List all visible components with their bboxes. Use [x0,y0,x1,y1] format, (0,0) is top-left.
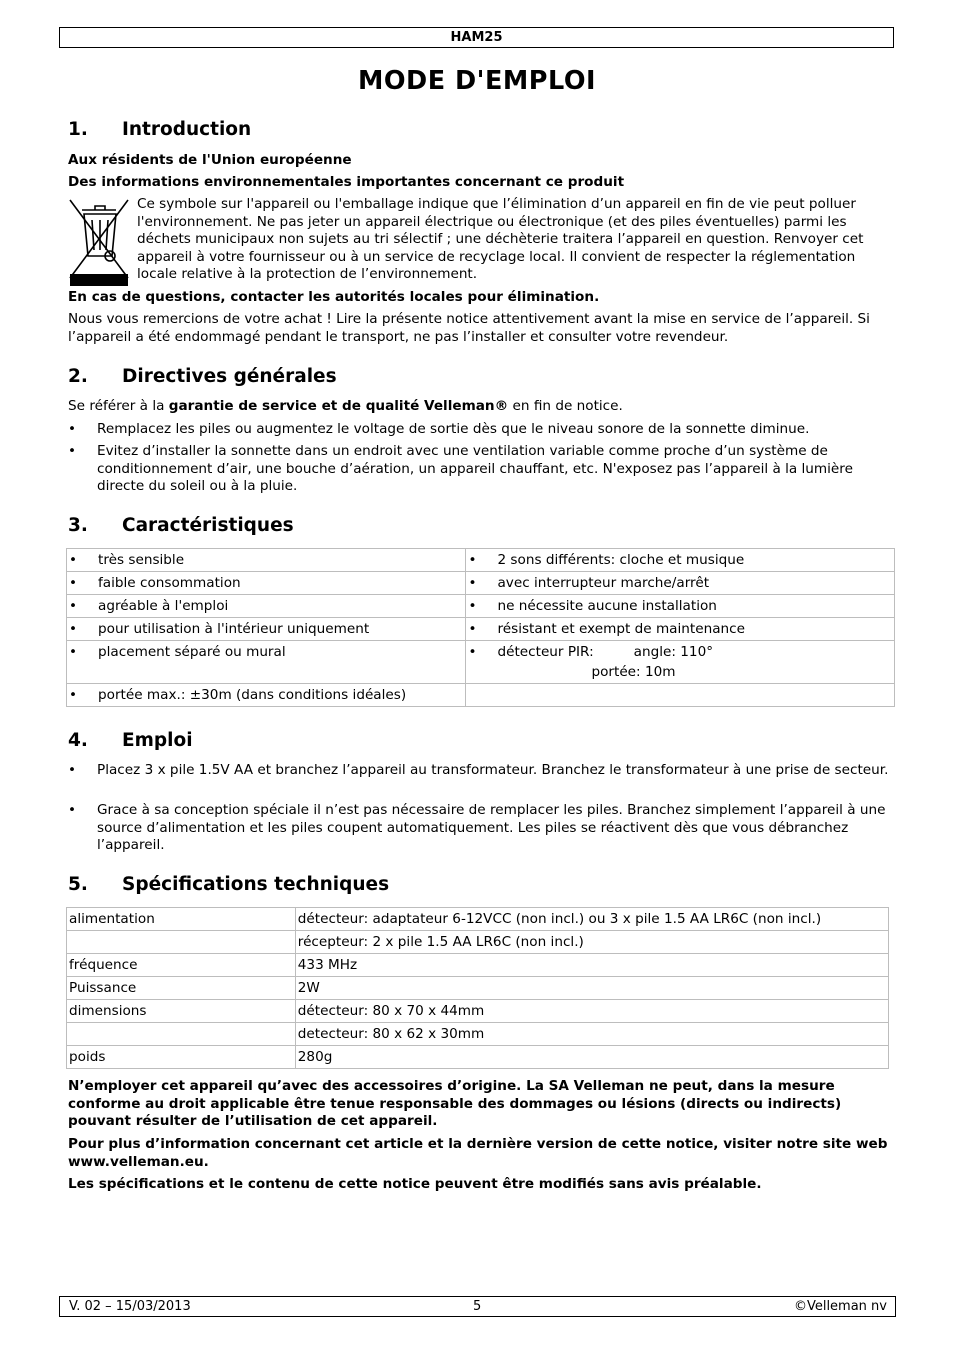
website-note: Pour plus d’information concernant cet article et la dernière version de cette notice, visiter notre site web www.velleman.eu. [68,1136,888,1170]
section-heading-introduction: 1. Introduction [68,119,252,140]
feature-cell: résistant et exempt de maintenance [497,621,745,637]
bullet-icon: • [68,443,77,459]
spec-label: poids [67,1046,296,1069]
bullet-icon: • [69,575,78,591]
table-row [67,931,889,954]
accessories-note: N’employer cet appareil qu’avec des accessoires d’origine. La SA Velleman ne peut, dans la mesure conforme au droit applicable être tenue responsable des dommages ou lésions (directs ou indirects) pouvant résulter de l’utilisation de cet appareil. [68,1078,842,1129]
spec-label: dimensions [67,1000,296,1023]
env-info-heading: Des informations environnementales importantes concernant ce produit [68,174,625,190]
bullet-icon: • [468,552,477,568]
model-number: HAM25 [450,30,503,45]
feature-cell: 2 sons différents: cloche et musique [497,552,745,568]
bullet-icon: • [68,802,77,818]
feature-cell: détecteur PIR: [497,644,594,660]
table-row [67,954,889,977]
feature-cell: faible consommation [98,575,241,591]
bullet-icon: • [69,598,78,614]
specs-change-note: Les spécifications et le contenu de cette notice peuvent être modifiés sans avis préalable. [68,1176,762,1192]
section-heading-usage: 4. Emploi [68,730,193,751]
disposal-questions-note: En cas de questions, contacter les autorités locales pour élimination. [68,289,600,305]
bullet-icon: • [69,621,78,637]
bullet-icon: • [68,762,77,778]
specs-table [66,907,889,1069]
spec-label: Puissance [67,977,296,1000]
table-row [67,908,889,931]
warranty-name: garantie de service et de qualité Velleman® [168,398,509,414]
bullet-icon: • [468,621,477,637]
document-header [59,27,894,48]
table-row [67,684,895,707]
feature-cell: avec interrupteur marche/arrêt [497,575,710,591]
table-row [67,595,895,618]
bullet-icon: • [68,421,77,437]
table-row [67,549,895,572]
table-row [67,1046,889,1069]
feature-cell: agréable à l'emploi [98,598,229,614]
spec-value: detecteur: 80 x 62 x 30mm [295,1023,888,1046]
eu-residents-heading: Aux résidents de l'Union européenne [68,152,352,168]
spec-value: détecteur: adaptateur 6-12VCC (non incl.) ou 3 x pile 1.5 AA LR6C (non incl.) [295,908,888,931]
feature-cell: placement séparé ou mural [98,644,286,660]
document-footer [59,1296,896,1317]
bullet-icon: • [69,644,78,660]
table-row [67,572,895,595]
section-heading-directives: 2. Directives générales [68,366,337,387]
table-row [67,618,895,641]
list-item: • Evitez d’installer la sonnette dans un endroit avec une ventilation variable comme proche d’un système de conditionnement d’air, une bouche d’aération, un appareil chauffant, etc. N'exposez pas l’appareil à la lumière directe du soleil ou à la pluie. [68,443,853,494]
page-number: 5 [473,1299,482,1314]
feature-cell: très sensible [98,552,185,568]
pir-range: portée: 10m [591,664,676,680]
table-row [67,641,895,684]
bullet-icon: • [468,598,477,614]
table-row [67,1000,889,1023]
spec-label [67,931,296,954]
table-row [67,977,889,1000]
spec-label: fréquence [67,954,296,977]
spec-value: récepteur: 2 x pile 1.5 AA LR6C (non incl.) [295,931,888,954]
list-item: • Remplacez les piles ou augmentez le voltage de sortie dès que le niveau sonore de la sonnette diminue. [68,421,810,437]
section-heading-features: 3. Caractéristiques [68,515,294,536]
spec-label [67,1023,296,1046]
list-item: • Placez 3 x pile 1.5V AA et branchez l’appareil au transformateur. Branchez le transformateur à une prise de secteur. [68,762,889,778]
list-item: • Grace à sa conception spéciale il n’est pas nécessaire de remplacer les piles. Branchez simplement l’appareil à une source d’alimentation et les piles coupent automatiquement. Les piles se réactivent dès que vous débranchez l’appareil. [68,802,886,853]
bullet-icon: • [69,687,78,703]
spec-value: détecteur: 80 x 70 x 44mm [295,1000,888,1023]
spec-value: 2W [295,977,888,1000]
table-row [67,1023,889,1046]
bullet-icon: • [468,644,477,660]
version-date: V. 02 – 15/03/2013 [69,1299,191,1314]
crossed-out-wheelie-bin-icon [68,196,130,288]
copyright: ©Velleman nv [793,1299,887,1314]
spec-label: alimentation [67,908,296,931]
bullet-icon: • [69,552,78,568]
feature-cell: pour utilisation à l'intérieur uniquement [98,621,370,637]
page-title: MODE D'EMPLOI [358,66,596,96]
section-heading-specs: 5. Spécifications techniques [68,874,390,895]
pir-angle: angle: 110° [633,644,714,660]
spec-value: 280g [295,1046,888,1069]
warranty-reference: Se référer à la garantie de service et de qualité Velleman® en fin de notice. [68,398,623,414]
thanks-paragraph: Nous vous remercions de votre achat ! Lire la présente notice attentivement avant la mise en service de l’appareil. Si l’appareil a été endommagé pendant le transport, ne pas l’installer et consulter votre revendeur. [68,311,870,345]
feature-cell: portée max.: ±30m (dans conditions idéales) [98,687,407,703]
spec-value: 433 MHz [295,954,888,977]
bullet-icon: • [468,575,477,591]
weee-notice-text: Ce symbole sur l'appareil ou l'emballage indique que l’élimination d’un appareil en fin de vie peut polluer l'environnement. Ne pas jeter un appareil électrique ou électronique (et des piles éventuelles) parmi les déchets municipaux non sujets au tri sélectif ; une déchèterie traitera l’appareil en question. Renvoyer cet appareil à votre fournisseur ou à un service de recyclage local. Il convient de respecter la réglementation locale relative à la protection de l’environnement. [137,196,864,282]
feature-cell: ne nécessite aucune installation [497,598,717,614]
features-table [66,548,895,707]
